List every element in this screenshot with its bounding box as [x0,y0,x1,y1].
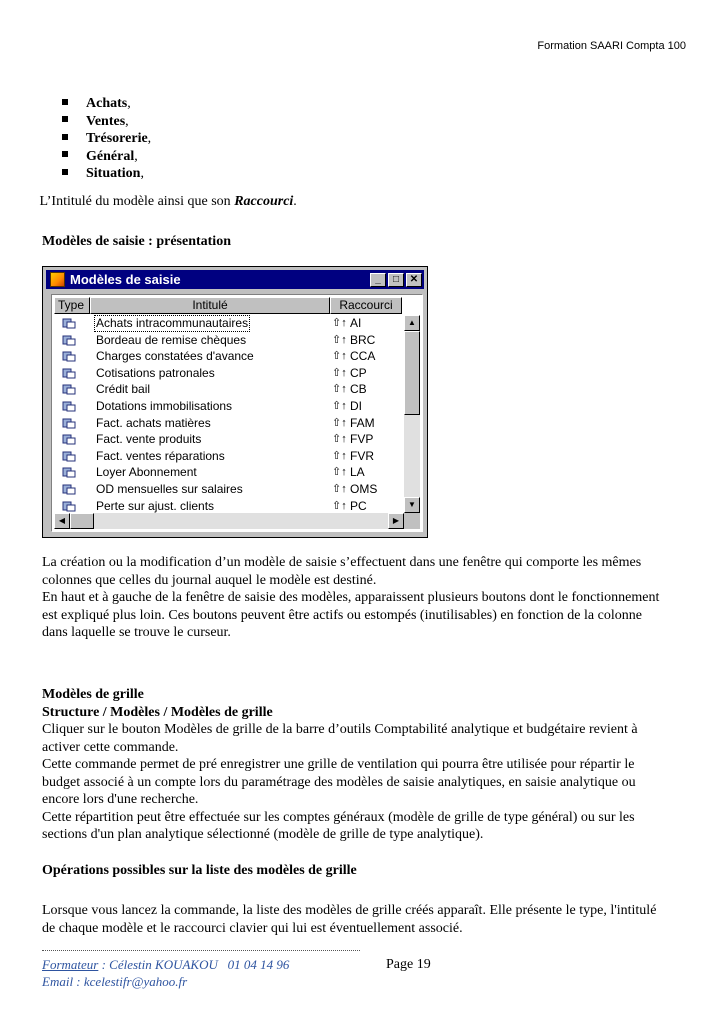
model-type-icon [62,383,76,395]
scroll-down-icon[interactable]: ▼ [404,497,420,513]
shortcut-key-icon: ⇧↑ [332,416,347,429]
row-raccourci: FVR [350,448,374,463]
paragraph-line: encore lors d'une recherche. [42,792,199,807]
bullet-square-icon [62,99,68,105]
paragraph-line: dans laquelle se trouve le curseur. [42,625,231,640]
list-item: Ventes, [62,113,151,131]
model-type-icon [62,466,76,478]
paragraph-line: Lorsque vous lancez la commande, la liste des modèles de grille créés apparaît. Elle présente le type, l'intitulé [42,903,657,918]
column-header-raccourci[interactable]: Raccourci [330,297,402,314]
paragraph-line: est expliqué plus loin. Ces boutons peuvent être actifs ou estompés (inutilisables) en fonction de la colonne [42,607,642,623]
journal-type-list [62,95,151,183]
shortcut-key-icon: ⇧↑ [332,449,347,462]
table-row[interactable] [54,332,402,349]
paragraph-line: colonnes que celles du journal auquel le modèle est destiné. [42,572,377,588]
row-raccourci: LA [350,465,365,480]
model-type-icon [62,450,76,462]
section-title: Modèles de grille [42,687,144,702]
table-row[interactable] [54,381,402,398]
paragraph-line: Cette commande permet de pré enregistrer une grille de ventilation qui pourra être utilisée pour répartir le [42,757,635,772]
table-row[interactable] [54,315,402,332]
horizontal-scrollbar[interactable] [54,513,404,529]
app-icon [50,272,65,287]
paragraph-operations [42,902,692,937]
vertical-scroll-thumb[interactable] [404,331,420,415]
window-titlebar[interactable] [46,270,424,289]
section-modeles-de-grille [42,686,692,844]
table-row[interactable] [54,464,402,481]
row-intitule: Cotisations patronales [96,365,215,380]
maximize-button[interactable]: □ [388,273,404,287]
paragraph-line: En haut et à gauche de la fenêtre de saisie des modèles, apparaissent plusieurs boutons dont le fonctionnement [42,590,660,605]
table-row[interactable] [54,498,402,515]
window-title: Modèles de saisie [70,272,181,287]
section-title: Opérations possibles sur la liste des modèles de grille [42,863,357,878]
model-type-icon [62,400,76,412]
model-type-icon [62,350,76,362]
scrollbar-corner [404,513,420,529]
row-raccourci: PC [350,498,367,513]
model-type-icon [62,317,76,329]
model-type-icon [62,417,76,429]
footer-email: Email : kcelestifr@yahoo.fr [42,974,188,989]
row-raccourci: AI [350,316,362,330]
table-row[interactable] [54,448,402,465]
table-row[interactable] [54,415,402,432]
row-raccourci: BRC [350,332,376,347]
row-raccourci: CP [350,365,367,380]
paragraph-line: Cliquer sur le bouton Modèles de grille de la barre d’outils Comptabilité analytique et budgétaire revient à [42,722,638,737]
row-raccourci: CCA [350,349,376,364]
vertical-scrollbar[interactable] [404,315,420,513]
row-raccourci: DI [350,398,362,413]
model-type-icon [62,367,76,379]
column-header-intitule[interactable]: Intitulé [90,297,330,314]
bullet-square-icon [62,169,68,175]
shortcut-key-icon: ⇧↑ [332,399,347,412]
list-item: Achats, [62,95,151,113]
footer-divider [42,950,360,951]
row-intitule: Bordeau de remise chèques [96,332,247,347]
model-type-icon [62,433,76,445]
list-item: Trésorerie, [62,130,151,148]
paragraph-line: Cette répartition peut être effectuée sur les comptes généraux (modèle de grille de type général) ou sur les [42,809,635,825]
horizontal-scroll-thumb[interactable] [70,513,94,529]
column-header-type[interactable]: Type [54,297,90,314]
scroll-up-icon[interactable]: ▲ [404,315,420,331]
menu-path: Structure / Modèles / Modèles de grille [42,704,273,720]
shortcut-key-icon: ⇧↑ [332,350,347,363]
paragraph-line: sections d'un plan analytique sélectionné (modèle de grille de type analytique). [42,827,484,842]
row-intitule: Perte sur ajust. clients [96,498,215,513]
shortcut-key-icon: ⇧↑ [332,333,347,346]
modeles-de-saisie-window [42,266,428,538]
row-raccourci: OMS [350,481,378,496]
bullet-square-icon [62,134,68,140]
row-intitule: Dotations immobilisations [96,398,233,413]
shortcut-key-icon: ⇧↑ [332,499,347,512]
paragraph-line: de chaque modèle et le raccourci clavier qui lui est éventuellement associé. [42,920,463,936]
table-row[interactable] [54,348,402,365]
row-intitule: Crédit bail [96,382,151,397]
table-row[interactable] [54,365,402,382]
scroll-left-icon[interactable]: ◀ [54,513,70,529]
shortcut-key-icon: ⇧↑ [332,366,347,379]
bullet-square-icon [62,151,68,157]
bullet-square-icon [62,116,68,122]
section-title: Modèles de saisie : présentation [42,234,231,249]
model-type-icon [62,483,76,495]
row-raccourci: FVP [350,432,374,447]
minimize-button[interactable]: _ [370,273,386,287]
shortcut-key-icon: ⇧↑ [332,317,347,329]
row-intitule: Fact. ventes réparations [96,448,225,463]
models-listview[interactable] [51,294,423,532]
table-row[interactable] [54,431,402,448]
table-row[interactable] [54,398,402,415]
running-header: Formation SAARI Compta 100 [537,40,686,52]
paragraph-line: activer cette commande. [42,739,179,755]
shortcut-key-icon: ⇧↑ [332,433,347,446]
intitule-line: L’Intitulé du modèle ainsi que son Raccourci. [36,194,297,209]
table-row[interactable] [54,481,402,498]
row-intitule: Achats intracommunautaires [96,316,249,330]
paragraph-creation [42,554,692,642]
model-type-icon [62,500,76,512]
row-intitule: Loyer Abonnement [96,465,197,480]
shortcut-key-icon: ⇧↑ [332,466,347,479]
row-intitule: Fact. achats matières [96,415,211,430]
scroll-right-icon[interactable]: ▶ [388,513,404,529]
row-raccourci: FAM [350,415,375,430]
footer-contact: Formateur : Célestin KOUAKOU 01 04 14 96 Email : kcelestifr@yahoo.fr [42,957,290,989]
shortcut-key-icon: ⇧↑ [332,383,347,396]
model-rows [54,315,402,514]
list-item: Général, [62,148,151,166]
paragraph-line: La création ou la modification d’un modèle de saisie s’effectuent dans une fenêtre qui comporte les mêmes [42,555,642,570]
close-button[interactable]: ✕ [406,273,422,287]
shortcut-key-icon: ⇧↑ [332,482,347,495]
page-number: Page 19 [386,957,431,972]
row-raccourci: CB [350,382,367,397]
list-item: Situation, [62,165,151,183]
row-intitule: OD mensuelles sur salaires [96,481,243,496]
row-intitule: Charges constatées d'avance [96,349,254,364]
model-type-icon [62,334,76,346]
paragraph-line: budget associé à un compte lors du paramétrage des modèles de saisie analytiques, en saisie analytique ou [42,774,636,790]
row-intitule: Fact. vente produits [96,432,202,447]
